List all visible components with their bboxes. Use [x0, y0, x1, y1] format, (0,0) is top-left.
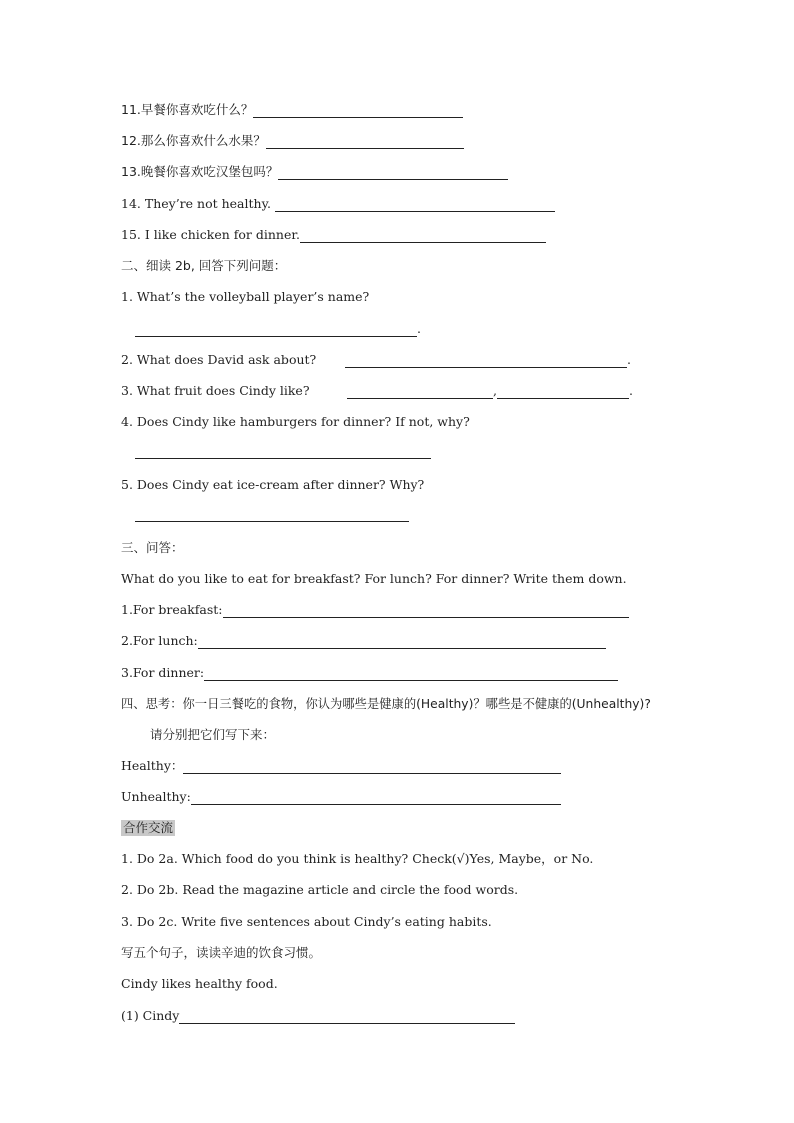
- answer-blank-r5[interactable]: [135, 509, 409, 522]
- answer-blank-12[interactable]: [266, 136, 464, 149]
- question-14: [121, 196, 555, 212]
- section-2-heading: 二、细读 2b, 回答下列问题：: [121, 258, 287, 273]
- healthy-blank[interactable]: [183, 761, 561, 774]
- question-11-text: 11.早餐你喜欢吃什么？: [121, 102, 254, 117]
- reading-question-3-text: 3. What fruit does Cindy like?: [121, 383, 310, 398]
- breakfast-row: [121, 602, 629, 618]
- answer-blank-11[interactable]: [253, 105, 463, 118]
- answer-blank-15[interactable]: [300, 230, 546, 243]
- reading-answer-line-4: [135, 446, 431, 459]
- section-3-heading: 三、问答：: [121, 540, 184, 555]
- sentence-1-blank[interactable]: [179, 1011, 515, 1024]
- reading-question-3: [121, 383, 633, 399]
- reading-question-2-text: 2. What does David ask about?: [121, 352, 317, 367]
- reading-question-1: 1. What’s the volleyball player’s name?: [121, 289, 370, 304]
- question-13: [121, 164, 508, 180]
- coop-title: 合作交流: [123, 820, 174, 835]
- period-r3: .: [628, 383, 633, 398]
- section-3-prompt: What do you like to eat for breakfast? For lunch? For dinner? Write them down.: [121, 571, 627, 586]
- unhealthy-blank[interactable]: [191, 792, 561, 805]
- answer-blank-13[interactable]: [278, 167, 508, 180]
- question-12-text: 12.那么你喜欢什么水果？: [121, 133, 266, 148]
- answer-blank-r1[interactable]: [135, 324, 417, 337]
- answer-blank-r2[interactable]: [345, 355, 627, 368]
- unhealthy-row: [121, 789, 561, 805]
- dinner-label: 3.For dinner:: [121, 665, 205, 680]
- coop-example: Cindy likes healthy food.: [121, 976, 278, 991]
- question-15: [121, 227, 546, 243]
- sentence-1-row: [121, 1008, 515, 1024]
- coop-title-row: [121, 820, 175, 836]
- period-r1: .: [417, 321, 421, 336]
- reading-question-4: 4. Does Cindy like hamburgers for dinner? If not, why?: [121, 414, 470, 429]
- dinner-row: [121, 665, 618, 681]
- question-15-text: 15. I like chicken for dinner.: [121, 227, 300, 242]
- section-4-heading: 四、思考：你一日三餐吃的食物，你认为哪些是健康的(Healthy)？哪些是不健康的(Unhealthy)?: [121, 697, 651, 711]
- dinner-blank[interactable]: [204, 668, 618, 681]
- reading-answer-line-5: [135, 509, 409, 522]
- question-12: [121, 133, 464, 149]
- answer-blank-14[interactable]: [275, 199, 555, 212]
- answer-blank-r4[interactable]: [135, 446, 431, 459]
- reading-question-2: [121, 352, 631, 368]
- lunch-blank[interactable]: [198, 636, 606, 649]
- answer-blank-r3a[interactable]: [347, 386, 493, 399]
- coop-item-3: 3. Do 2c. Write five sentences about Cindy’s eating habits.: [121, 914, 492, 929]
- reading-question-5: 5. Does Cindy eat ice-cream after dinner? Why?: [121, 477, 425, 492]
- lunch-label: 2.For lunch:: [121, 633, 198, 648]
- coop-item-1: 1. Do 2a. Which food do you think is healthy? Check(√)Yes, Maybe，or No.: [121, 851, 594, 866]
- question-14-text: 14. They’re not healthy.: [121, 196, 271, 211]
- coop-item-2: 2. Do 2b. Read the magazine article and circle the food words.: [121, 882, 519, 897]
- breakfast-blank[interactable]: [223, 605, 629, 618]
- period-r2: .: [627, 352, 631, 367]
- section-4-subline: 请分别把它们写下来：: [150, 727, 276, 742]
- coop-instruction: 写五个句子，读读辛迪的饮食习惯。: [121, 945, 322, 960]
- sentence-1-label: (1) Cindy: [121, 1008, 180, 1023]
- question-11: [121, 102, 463, 118]
- answer-blank-r3b[interactable]: [497, 386, 629, 399]
- healthy-label: Healthy：: [121, 758, 184, 773]
- reading-answer-line-1: [135, 321, 421, 337]
- lunch-row: [121, 633, 606, 649]
- unhealthy-label: Unhealthy:: [121, 789, 191, 804]
- question-13-text: 13.晚餐你喜欢吃汉堡包吗？: [121, 164, 279, 179]
- breakfast-label: 1.For breakfast:: [121, 602, 223, 617]
- healthy-row: [121, 758, 561, 774]
- comma-r3: ,: [493, 383, 497, 398]
